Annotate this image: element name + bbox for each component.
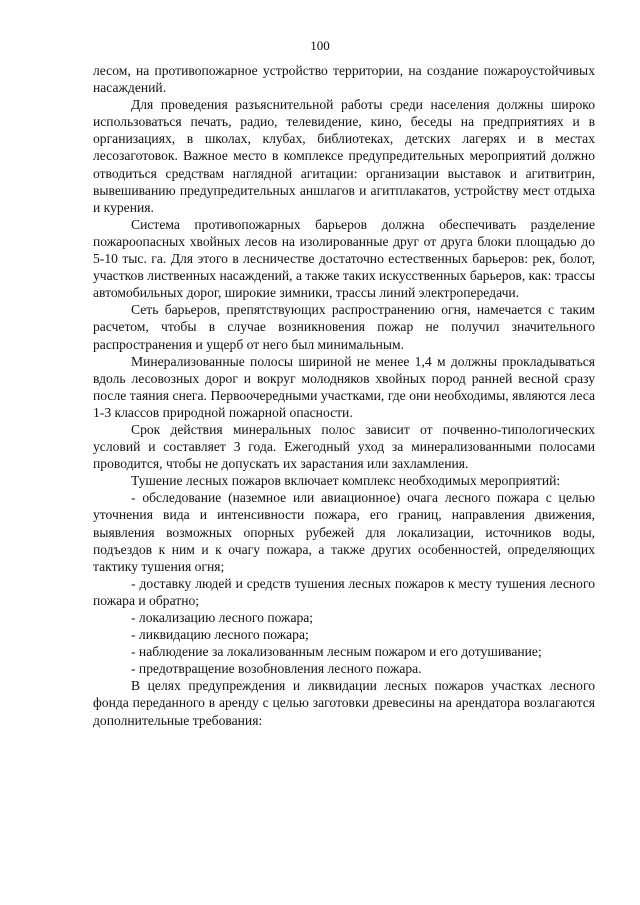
page-number: 100 <box>310 38 330 53</box>
list-item: - ликвидацию лесного пожара; <box>131 627 309 643</box>
paragraph-awareness: Для проведения разъяснительной работы среди населения должны широко использоваться печать, радио, телевидение, кино, беседы на предприятиях и в организациях, в школах, клубах, библиотеках, детских лагерях и в местах лесозаготовок. Важное место в комплексе предупредительных мероприятий должно отводиться средствам наглядной агитации: организации выставок и агитвитрин, вывешиванию предупредительных аншлагов и агитплакатов, устройству мест отдыха и курения. <box>93 97 595 215</box>
document-body <box>93 62 595 729</box>
paragraph-firefighting: Тушение лесных пожаров включает комплекс необходимых мероприятий: <box>131 473 561 489</box>
list-item: - локализацию лесного пожара; <box>131 610 314 625</box>
paragraph-lessee-requirements: В целях предупреждения и ликвидации лесных пожаров участках лесного фонда переданного в аренду с целью заготовки древесины на арендатора возлагаются дополнительные требования: <box>93 678 595 728</box>
list-item: - доставку людей и средств тушения лесных пожаров к месту тушения лесного пожара и обратно; <box>93 575 595 608</box>
paragraph-continuation: лесом, на противопожарное устройство территории, на создание пожароустойчивых насаждений. <box>93 63 595 96</box>
list-item: - наблюдение за локализованным лесным пожаром и его дотушивание; <box>131 644 542 660</box>
paragraph-fire-barriers: Система противопожарных барьеров должна обеспечивать разделение пожароопасных хвойных лесов на изолированные друг от друга блоки площадью до 5-10 тыс. га. Для этого в лесничестве достаточно естественных барьеров: рек, болот, участков лиственных насаждений, а также таких искусственных барьеров, как: трассы автомобильных дорог, широкие зимники, трассы линий электропередачи. <box>93 216 595 301</box>
list-item: - обследование (наземное или авиационное) очага лесного пожара с целью уточнения вида и интенсивности пожара, его границ, направления движения, выявления возможных опорных рубежей для локализации, источников воды, подъездов к ним и к очагу пожара, а также других особенностей, определяющих тактику тушения огня; <box>93 490 595 574</box>
paragraph-strip-lifetime: Срок действия минеральных полос зависит от почвенно-типологических условий и составляет 3 года. Ежегодный уход за минерализованными полосами проводится, чтобы не допускать их зарастания или захламления. <box>93 421 595 472</box>
paragraph-mineral-strips: Минерализованные полосы шириной не менее 1,4 м должны прокладываться вдоль лесовозных дорог и вокруг молодняков хвойных пород ранней весной сразу после таяния снега. Первоочередными участками, где они необходимы, являются леса 1-3 классов природной пожарной опасности. <box>93 353 595 420</box>
paragraph-barrier-network: Сеть барьеров, препятствующих распространению огня, намечается с таким расчетом, чтобы в случае возникновения пожар не получил значительного распространения и ущерб от него был минимальным. <box>93 302 595 352</box>
list-item: - предотвращение возобновления лесного пожара. <box>131 661 422 677</box>
